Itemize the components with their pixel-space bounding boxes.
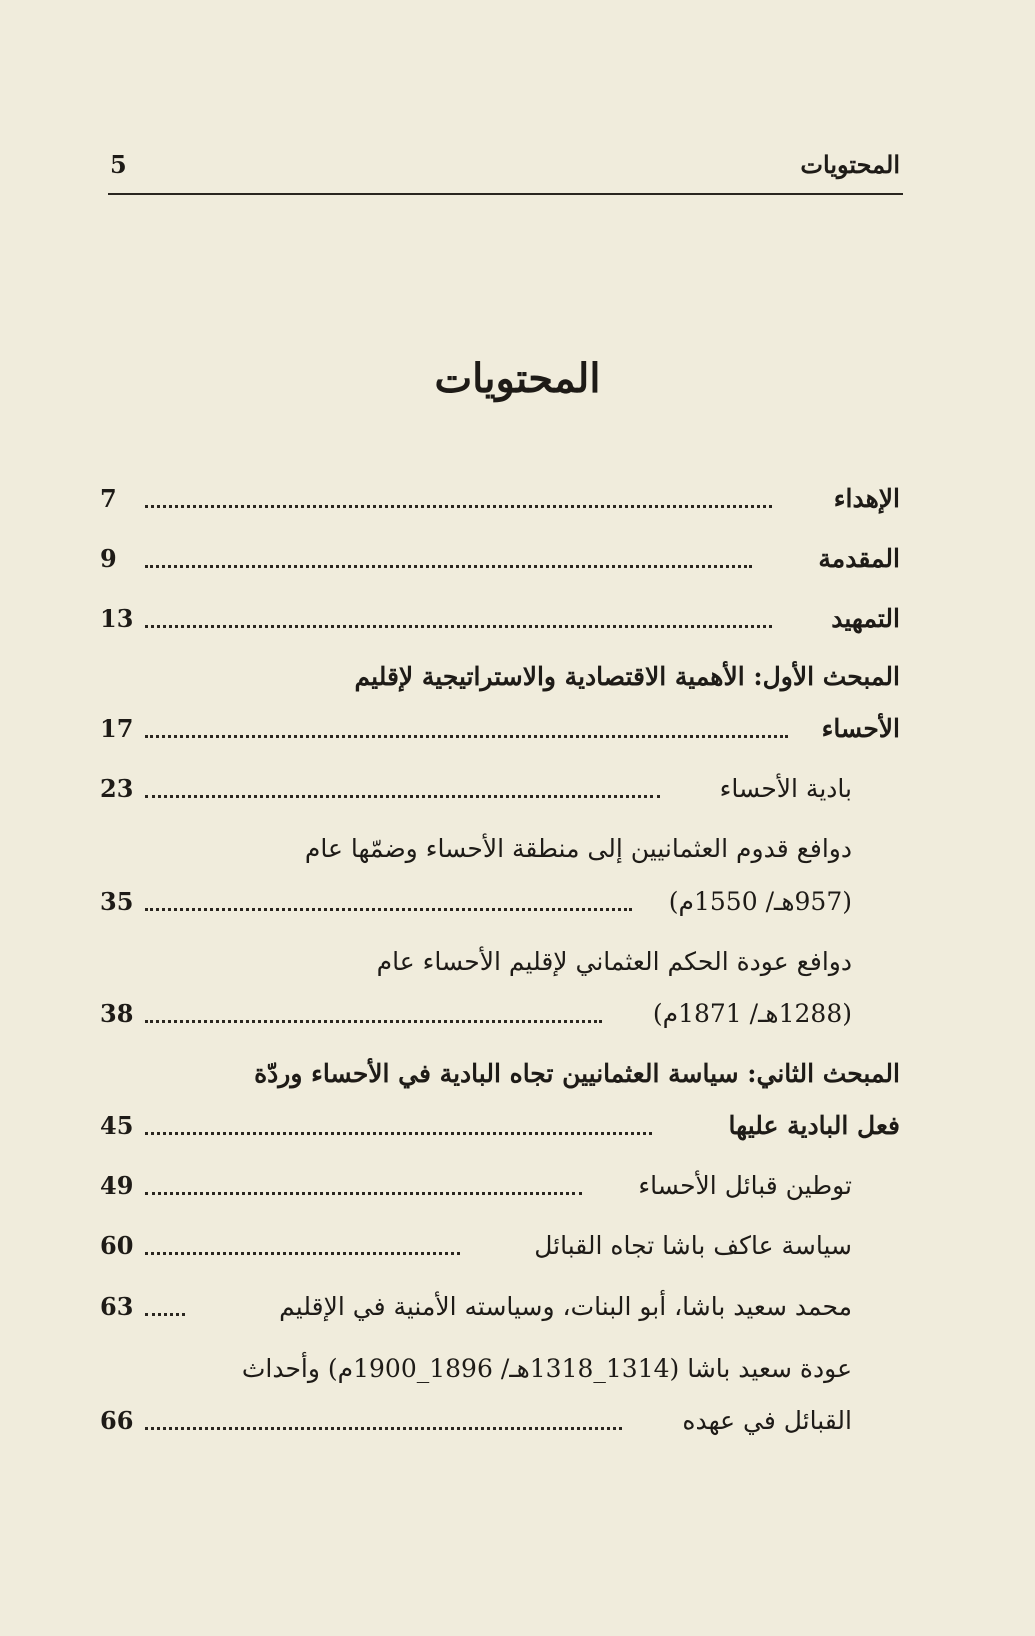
toc-entry-chapter2[interactable] xyxy=(100,1102,900,1150)
toc-entry-label: القبائل في عهده xyxy=(682,1406,852,1435)
toc-entry-label: المقدمة xyxy=(818,544,900,573)
toc-entry-badia[interactable] xyxy=(100,765,900,813)
toc-page-number: 13 xyxy=(100,604,134,633)
toc-entry-settlement[interactable] xyxy=(100,1162,900,1210)
toc-entry-label: المبحث الثاني: سياسة العثمانيين تجاه البادية في الأحساء وردّة xyxy=(254,1059,900,1088)
toc-entry-label: الإهداء xyxy=(833,484,900,513)
toc-page-number: 60 xyxy=(100,1231,134,1260)
dot-leader xyxy=(145,1132,652,1135)
toc-entry-label: (1288هـ/ 1871م) xyxy=(652,999,852,1028)
toc-entry-motives-return-line1[interactable] xyxy=(100,938,900,986)
toc-entry-said-return-line1[interactable] xyxy=(100,1345,900,1393)
dot-leader xyxy=(145,908,632,911)
toc-entry-motives-arrival[interactable] xyxy=(100,878,900,926)
toc-entry-label: المبحث الأول: الأهمية الاقتصادية والاستراتيجية لإقليم xyxy=(354,662,900,691)
toc-entry-muhammad-said[interactable] xyxy=(100,1283,900,1331)
toc-page-number: 45 xyxy=(100,1111,134,1140)
toc-entry-label: دوافع قدوم العثمانيين إلى منطقة الأحساء وضمّها عام xyxy=(304,834,852,863)
toc-page-number: 9 xyxy=(100,544,117,573)
dot-leader xyxy=(145,795,660,798)
toc-page-number: 49 xyxy=(100,1171,134,1200)
toc-entry-dedication[interactable] xyxy=(100,475,900,523)
dot-leader xyxy=(145,735,788,738)
toc-entry-label: التمهيد xyxy=(831,604,900,633)
toc-entry-said-return[interactable] xyxy=(100,1397,900,1445)
toc-entry-introduction[interactable] xyxy=(100,535,900,583)
toc-entry-label: سياسة عاكف باشا تجاه القبائل xyxy=(534,1231,852,1260)
dot-leader xyxy=(145,625,772,628)
dot-leader xyxy=(145,1313,185,1316)
toc-entry-label: فعل البادية عليها xyxy=(728,1111,900,1140)
toc-page-number: 38 xyxy=(100,999,134,1028)
toc-entry-chapter1-line1[interactable] xyxy=(100,653,900,701)
toc-entry-label: بادية الأحساء xyxy=(719,774,852,803)
dot-leader xyxy=(145,1427,622,1430)
dot-leader xyxy=(145,505,772,508)
page-number: 5 xyxy=(110,150,127,179)
toc-entry-preface[interactable] xyxy=(100,595,900,643)
toc-entry-label: عودة سعيد باشا (1314_1318هـ/ 1896_1900م) وأحداث xyxy=(241,1354,852,1383)
toc-entry-chapter2-line1[interactable] xyxy=(100,1050,900,1098)
toc-page-number: 23 xyxy=(100,774,134,803)
toc-entry-motives-arrival-line1[interactable] xyxy=(100,825,900,873)
contents-heading: المحتويات xyxy=(434,355,601,402)
toc-entry-label: (957هـ/ 1550م) xyxy=(668,887,852,916)
toc-entry-label: الأحساء xyxy=(821,714,900,743)
toc-entry-label: توطين قبائل الأحساء xyxy=(638,1171,852,1200)
toc-entry-motives-return[interactable] xyxy=(100,990,900,1038)
toc-entry-akif-policy[interactable] xyxy=(100,1222,900,1270)
toc-entry-label: محمد سعيد باشا، أبو البنات، وسياسته الأمنية في الإقليم xyxy=(279,1292,852,1321)
dot-leader xyxy=(145,1192,582,1195)
dot-leader xyxy=(145,565,752,568)
dot-leader xyxy=(145,1020,602,1023)
toc-page-number: 63 xyxy=(100,1292,134,1321)
running-header-title: المحتويات xyxy=(800,150,900,179)
toc-page-number: 17 xyxy=(100,714,134,743)
toc-page-number: 35 xyxy=(100,887,134,916)
toc-entry-chapter1[interactable] xyxy=(100,705,900,753)
toc-page-number: 7 xyxy=(100,484,117,513)
toc-entry-label: دوافع عودة الحكم العثماني لإقليم الأحساء عام xyxy=(376,947,852,976)
toc-page-number: 66 xyxy=(100,1406,134,1435)
dot-leader xyxy=(145,1252,460,1255)
